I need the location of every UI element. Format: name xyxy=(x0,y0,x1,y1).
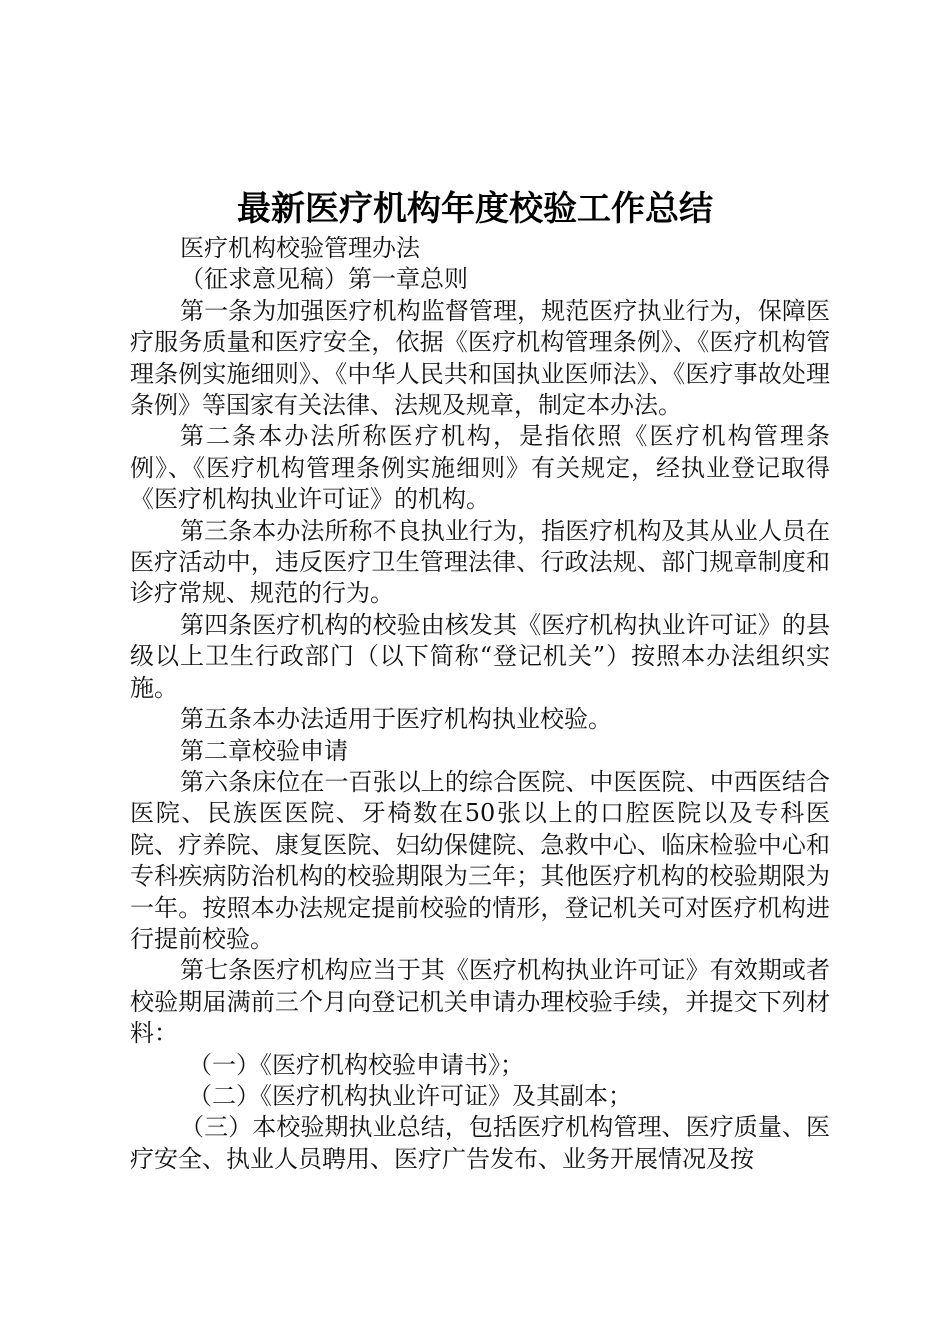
paragraph-subtitle: 医疗机构校验管理办法 xyxy=(180,234,420,262)
paragraph-item-3: （三）本校验期执业总结，包括医疗机构管理、医疗质量、医疗安全、执业人员聘用、医疗广告发布、业务开展情况及按 xyxy=(130,1113,830,1173)
document-body xyxy=(130,233,830,1175)
document-title: 最新医疗机构年度校验工作总结 xyxy=(237,189,713,229)
paragraph-article-3: 第三条本办法所称不良执业行为，指医疗机构及其从业人员在医疗活动中，违反医疗卫生管理法律、行政法规、部门规章制度和诊疗常规、规范的行为。 xyxy=(130,516,830,608)
paragraph-article-4: 第四条医疗机构的校验由核发其《医疗机构执业许可证》的县级以上卫生行政部门（以下简称“登记机关”）按照本办法组织实施。 xyxy=(130,610,830,702)
paragraph-article-6: 第六条床位在一百张以上的综合医院、中医医院、中西医结合医院、民族医医院、牙椅数在50张以上的口腔医院以及专科医院、疗养院、康复医院、妇幼保健院、急救中心、临床检验中心和专科疾病防治机构的校验期限为三年；其他医疗机构的校验期限为一年。按照本办法规定提前校验的情形，登记机关可对医疗机构进行提前校验。 xyxy=(130,767,830,953)
paragraph-draft-note: （征求意见稿）第一章总则 xyxy=(180,265,468,294)
paragraph-article-5: 第五条本办法适用于医疗机构执业校验。 xyxy=(180,705,612,734)
paragraph-article-7: 第七条医疗机构应当于其《医疗机构执业许可证》有效期或者校验期届满前三个月向登记机关申请办理校验手续，并提交下列材料： xyxy=(130,956,830,1048)
paragraph-item-1: （一）《医疗机构校验申请书》； xyxy=(188,1050,524,1079)
paragraph-article-2: 第二条本办法所称医疗机构，是指依照《医疗机构管理条例》、《医疗机构管理条例实施细则》有关规定，经执业登记取得《医疗机构执业许可证》的机构。 xyxy=(130,422,830,514)
paragraph-article-1: 第一条为加强医疗机构监督管理，规范医疗执业行为，保障医疗服务质量和医疗安全，依据《医疗机构管理条例》、《医疗机构管理条例实施细则》、《中华人民共和国执业医师法》、《医疗事故处理条例》等国家有关法律、法规及规章，制定本办法。 xyxy=(130,296,830,420)
paragraph-item-2: （二）《医疗机构执业许可证》及其副本； xyxy=(188,1081,632,1110)
paragraph-chapter-2: 第二章校验申请 xyxy=(180,736,348,765)
